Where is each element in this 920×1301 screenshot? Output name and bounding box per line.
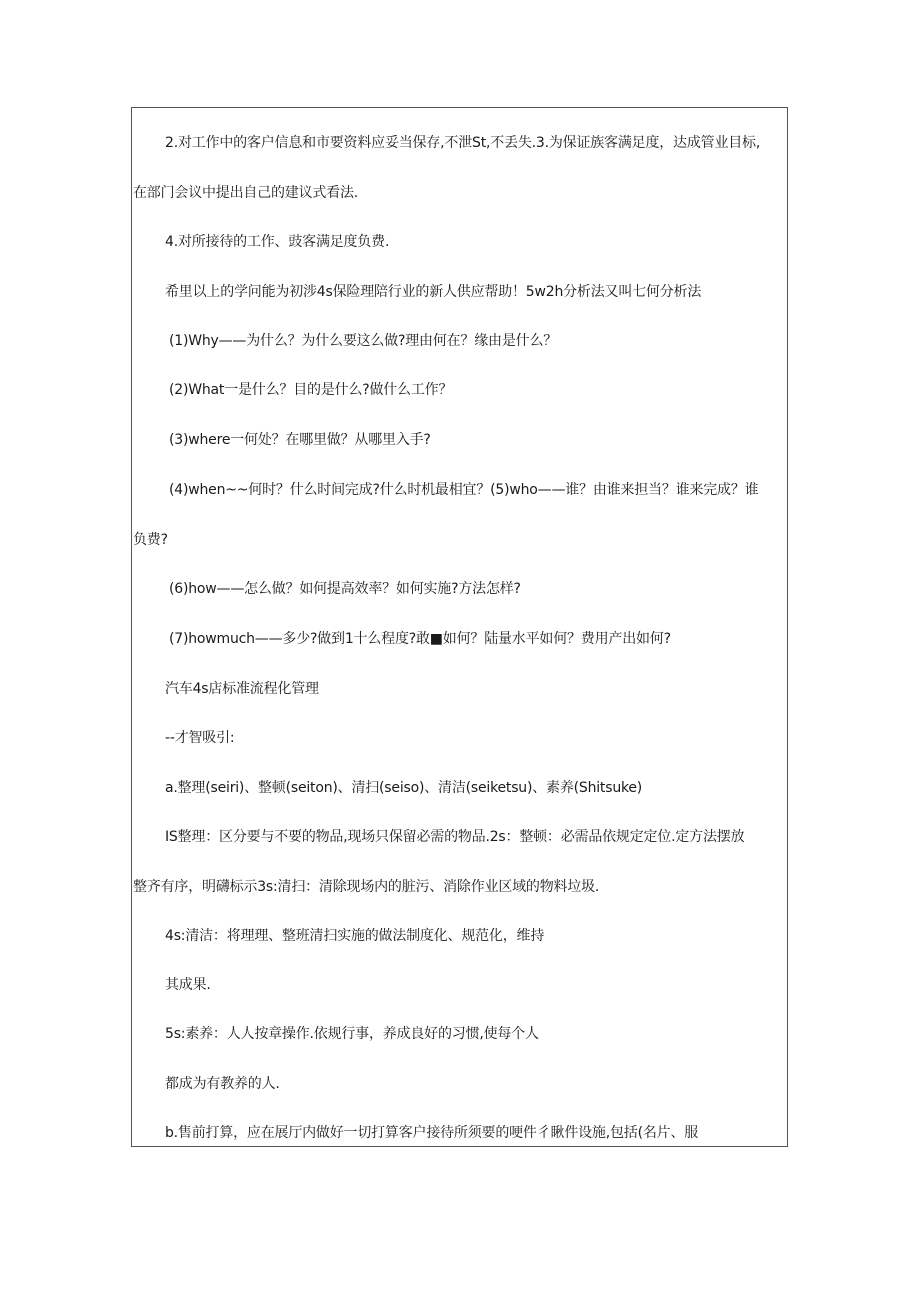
text-line: b.售前打算，应在展厅内做好一切打算客户接待所须要的哽件彳瞅件设施,包括(名片、服 xyxy=(165,1125,699,1141)
text-line: (6)how——怎么做？如何提高效率？如何实施?方法怎样? xyxy=(169,581,521,597)
text-line: 在部门会议中提出自己的建议式看法. xyxy=(133,185,359,201)
text-line: (2)What一是什么？目的是什么?做什么工作？ xyxy=(169,382,453,398)
text-line: 整齐有序，明礴标示3s:清扫：清除现场内的脏污、消除作业区域的物料垃圾. xyxy=(133,879,600,895)
text-line: (4)when~~何时？什么时间完成?什么时机最相宜？(5)who——谁？由谁来担当？谁来完成？谁 xyxy=(169,482,759,498)
text-line: 4.对所接待的工作、豉客满足度负费. xyxy=(165,234,390,250)
text-line: IS整理：区分要与不要的物品,现场只保留必需的物品.2s：整顿：必需品依规定定位.定方法摆放 xyxy=(165,829,745,845)
text-line: 汽车4s店标准流程化管理 xyxy=(165,681,319,697)
document-frame xyxy=(131,107,788,1147)
text-line: (7)howmuch——多少?做到1十么程度?敢■如何？陆量水平如何？费用产出如何? xyxy=(169,631,671,647)
text-line: (3)where一何处？在哪里做？从哪里入手? xyxy=(169,432,431,448)
text-line: 希里以上的学问能为初涉4s保险理陪行业的新人供应帮助！5w2h分析法又叫七何分析法 xyxy=(165,284,702,300)
text-line: 5s:素养：人人按章操作.依规行事，养成良好的习惯,使每个人 xyxy=(165,1026,539,1042)
text-line: (1)Why——为什么？为什么要这么做?理由何在？缘由是什么？ xyxy=(169,333,558,349)
text-line: a.整理(seiri)、整顿(seiton)、清扫(seiso)、清洁(seiketsu)、素养(Shitsuke) xyxy=(165,780,643,796)
text-line: 2.对工作中的客户信息和市要资料应妥当保存,不泄St,不丢失.3.为保证族客满足度，达成管业目标, xyxy=(165,135,761,151)
text-line: 负费? xyxy=(133,532,168,548)
text-line: 其成果. xyxy=(165,977,211,993)
text-line: 都成为有教养的人. xyxy=(165,1076,280,1092)
text-line: 4s:清洁：将理理、整班清扫实施的做法制度化、规范化，维持 xyxy=(165,928,545,944)
text-line: --才智吸引: xyxy=(165,730,235,746)
